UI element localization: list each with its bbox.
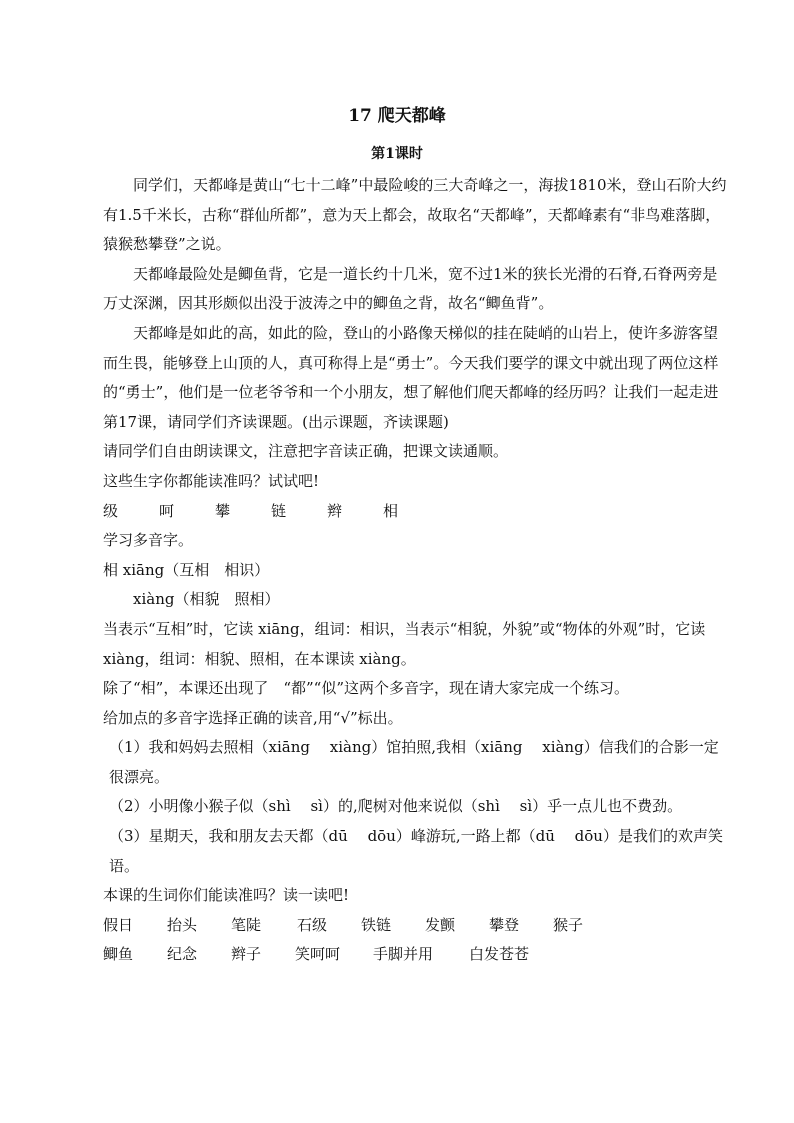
polyphone-task: 给加点的多音字选择正确的读音,用“√”标出。 bbox=[103, 708, 403, 727]
lesson-subtitle: 第1课时 bbox=[371, 146, 423, 162]
vocab-word: 辫子 bbox=[231, 945, 262, 964]
new-chars-row bbox=[103, 497, 728, 527]
new-char: 链 bbox=[271, 501, 287, 520]
vocab-word: 攀登 bbox=[489, 915, 520, 934]
polyphone-intro: 学习多音字。 bbox=[103, 531, 194, 550]
exercise-item: （3）星期天，我和朋友去天都（dū dōu）峰游玩,一路上都（dū dōu）是我们的欢声笑语。 bbox=[109, 827, 723, 875]
vocab-word: 假日 bbox=[103, 915, 134, 934]
vocab-word: 石级 bbox=[297, 915, 328, 934]
intro-paragraph-1: 同学们，天都峰是黄山“七十二峰”中最险峻的三大奇峰之一，海拔1810米，登山石阶大约有1.5千米长，古称“群仙所都”，意为天上都会，故取名“天都峰”，天都峰素有“非鸟难落脚，猿猴愁攀登”之说。 bbox=[103, 176, 727, 254]
new-char: 相 bbox=[383, 501, 399, 520]
exercise-item: （1）我和妈妈去照相（xiāng xiàng）馆拍照,我相（xiāng xiàng）信我们的合影一定很漂亮。 bbox=[109, 738, 719, 786]
words-row-2 bbox=[103, 940, 728, 970]
exercise-item: （2）小明像小猴子似（shì sì）的,爬树对他来说似（shì sì）乎一点儿也不费劲。 bbox=[109, 797, 683, 816]
vocab-word: 笑呵呵 bbox=[295, 945, 341, 964]
intro-paragraph-3: 天都峰是如此的高，如此的险，登山的小路像天梯似的挂在陡峭的山岩上，使许多游客望而生畏，能够登上山顶的人，真可称得上是“勇士”。今天我们要学的课文中就出现了两位这样的“勇士”，他们是一位老爷爷和一个小朋友，想了解他们爬天都峰的经历吗？让我们一起走进第17课，请同学们齐读课题。(出示课题，齐读课题) bbox=[103, 323, 719, 431]
document-body bbox=[103, 171, 728, 970]
instruction-read-aloud: 请同学们自由朗读课文，注意把字音读正确，把课文读通顺。 bbox=[103, 442, 509, 461]
vocab-word: 笔陡 bbox=[231, 915, 262, 934]
vocab-word: 纪念 bbox=[167, 945, 198, 964]
polyphone-more: 除了“相”，本课还出现了 “都”“似”这两个多音字，现在请大家完成一个练习。 bbox=[103, 679, 630, 698]
vocab-word: 鲫鱼 bbox=[103, 945, 134, 964]
polyphone-line-2-text: xiàng（相貌 照相） bbox=[133, 590, 280, 609]
vocab-word: 铁链 bbox=[361, 915, 392, 934]
new-char: 攀 bbox=[215, 501, 231, 520]
vocab-word: 发颤 bbox=[425, 915, 456, 934]
words-row-1 bbox=[103, 911, 728, 941]
polyphone-explanation: 当表示“互相”时，它读 xiāng，组词：相识，当表示“相貌，外貌”或“物体的外观”时，它读 xiàng，组词：相貌、照相，在本课读 xiàng。 bbox=[103, 619, 706, 668]
polyphone-line-1: 相 xiāng（互相 相识） bbox=[103, 560, 270, 579]
vocab-word: 抬头 bbox=[167, 915, 198, 934]
intro-paragraph-2: 天都峰最险处是鲫鱼背，它是一道长约十几米，宽不过1米的狭长光滑的石脊,石脊两旁是万丈深渊，因其形颇似出没于波涛之中的鲫鱼之背，故名“鲫鱼背”。 bbox=[103, 264, 718, 313]
vocab-word: 白发苍苍 bbox=[469, 945, 530, 964]
lesson-title: 17 爬天都峰 bbox=[348, 106, 446, 126]
instruction-new-chars: 这些生字你都能读准吗？试试吧! bbox=[103, 471, 320, 490]
words-intro: 本课的生词你们能读准吗？读一读吧! bbox=[103, 886, 350, 905]
vocab-word: 手脚并用 bbox=[373, 945, 434, 964]
new-char: 呵 bbox=[159, 501, 175, 520]
polyphone-line-2 bbox=[103, 585, 728, 615]
vocab-word: 猴子 bbox=[553, 915, 584, 934]
new-char: 级 bbox=[103, 501, 119, 520]
new-char: 辫 bbox=[327, 501, 343, 520]
